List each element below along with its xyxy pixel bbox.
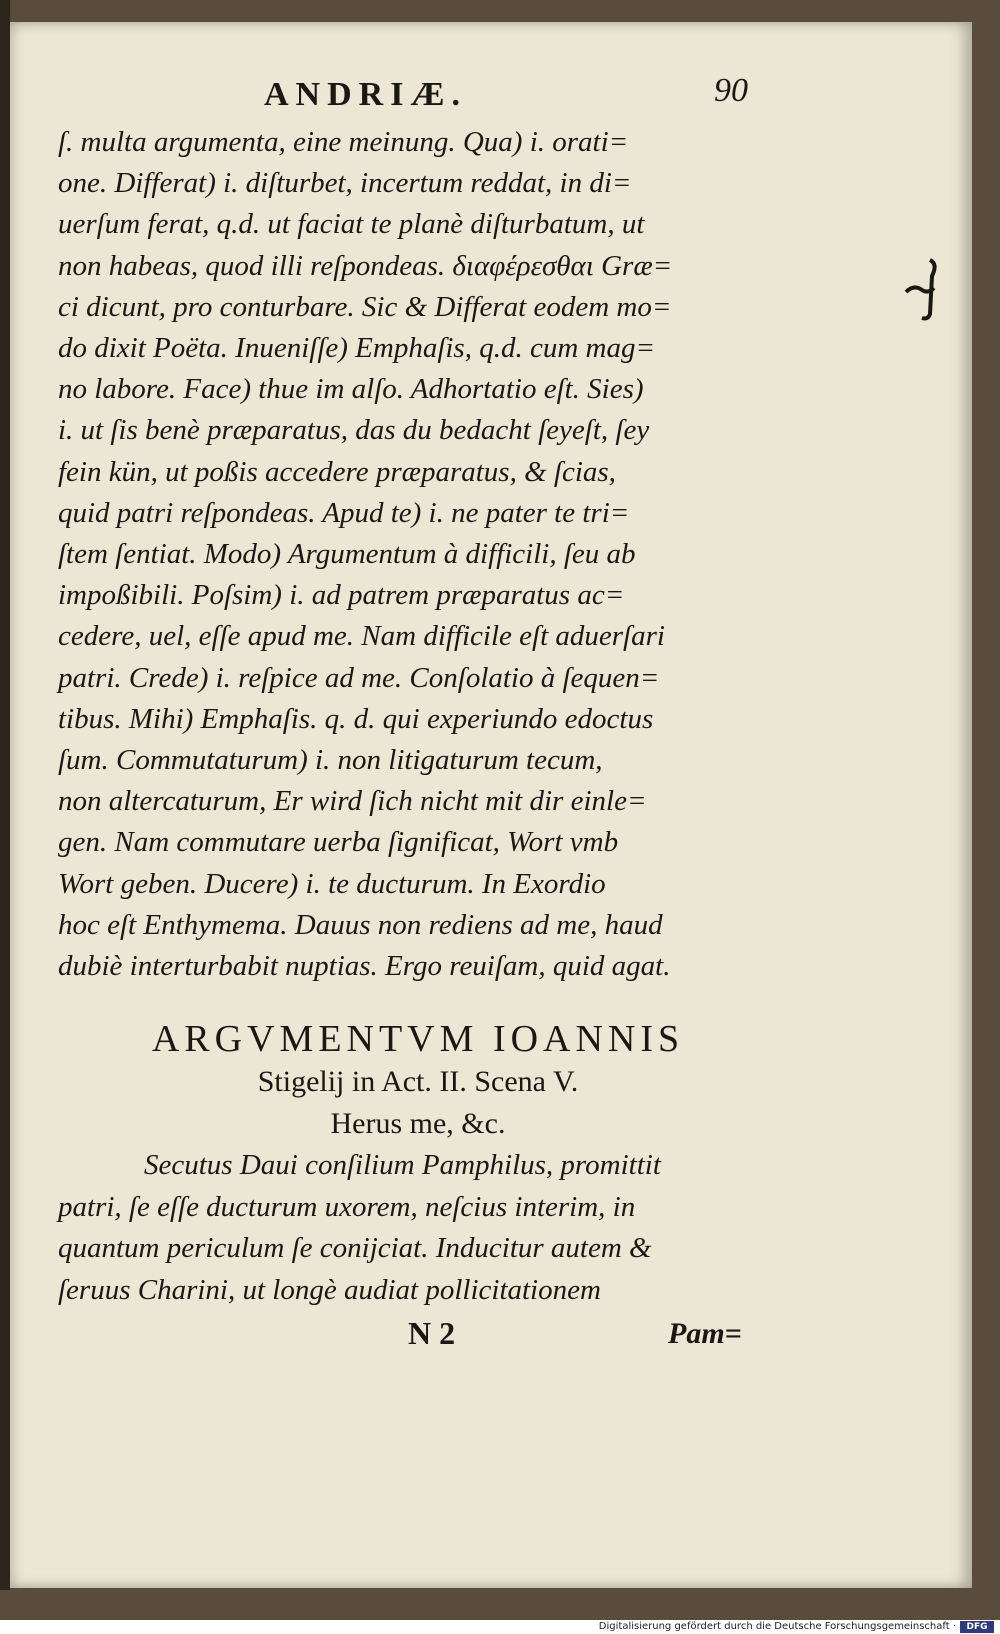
text-line: ſum. Commutaturum) i. non litigaturum tecum, — [58, 744, 603, 777]
text-line: dubiè interturbabit nuptias. Ergo reuiſam, quid agat. — [58, 950, 671, 983]
text-line: ci dicunt, pro conturbare. Sic & Differat eodem mo= — [58, 290, 672, 323]
text-line: i. ut ſis benè præparatus, das du bedacht ſeyeſt, ſey — [58, 414, 650, 447]
page-header — [58, 60, 778, 122]
text-line: non habeas, quod illi reſpondeas. διαφέρεσθαι Græ= — [58, 249, 673, 282]
text-line: patri. Crede) i. reſpice ad me. Conſolatio à ſequen= — [58, 661, 660, 694]
text-line: ſ. multa argumenta, eine meinung. Qua) i. orati= — [58, 126, 629, 158]
book-edge-shadow — [0, 0, 10, 1590]
text-line: patri, ſe eſſe ducturum uxorem, neſcius interim, in — [58, 1190, 636, 1223]
text-line: Wort geben. Ducere) i. te ducturum. In Exordio — [58, 867, 606, 900]
text-line: ſtem ſentiat. Modo) Argumentum à difficili, ſeu ab — [58, 538, 636, 571]
text-line: fein kün, ut poßis accedere præparatus, & ſcias, — [58, 455, 616, 488]
text-line: quantum periculum ſe conijciat. Inducitur autem & — [58, 1232, 652, 1265]
text-line: quid patri reſpondeas. Apud te) i. ne pater te tri= — [58, 496, 630, 529]
text-line: one. Differat) i. diſturbet, incertum reddat, in di= — [58, 167, 632, 200]
page-number: 90 — [714, 72, 748, 109]
funding-credit: Digitalisierung gefördert durch die Deutsche Forschungsgemeinschaft · — [598, 1621, 956, 1632]
signature-mark: N 2 — [408, 1315, 456, 1352]
text-line: uerſum ferat, q.d. ut faciat te planè diſturbatum, ut — [58, 208, 645, 241]
page-text-block — [58, 60, 778, 1359]
text-line: impoßibili. Poſsim) i. ad patrem præparatus ac= — [58, 579, 625, 612]
dfg-logo-icon: DFG — [960, 1621, 994, 1633]
catchword: Pam= — [668, 1317, 742, 1351]
digitization-credit-bar — [0, 1620, 1000, 1634]
argument-incipit: Herus me, &c. — [330, 1107, 506, 1141]
text-line: no labore. Face) thue im alſo. Adhortatio eſt. Sies) — [58, 373, 644, 406]
argument-subheading: Stigelij in Act. II. Scena V. — [257, 1065, 579, 1099]
page-footer — [58, 1315, 778, 1359]
text-line: tibus. Mihi) Emphaſis. q. d. qui experiundo edoctus — [58, 702, 654, 735]
text-line: gen. Nam commutare uerba ſignificat, Wort vmb — [58, 826, 619, 859]
text-line: non altercaturum, Er wird ſich nicht mit dir einle= — [58, 785, 647, 818]
text-line: do dixit Poëta. Inueniſſe) Emphaſis, q.d. cum mag= — [58, 332, 656, 365]
argument-text — [58, 1145, 778, 1311]
text-line: cedere, uel, eſſe apud me. Nam difficile eſt aduerſari — [58, 620, 665, 653]
text-line: ſeruus Charini, ut longè audiat pollicitationem — [58, 1273, 601, 1306]
commentary-text — [58, 122, 778, 987]
margin-annotation-mark — [904, 254, 944, 324]
text-line: hoc eſt Enthymema. Dauus non rediens ad me, haud — [58, 908, 663, 941]
argument-heading: ARGVMENTVM IOANNIS — [151, 1018, 685, 1061]
text-line: Secutus Daui conſilium Pamphilus, promittit — [144, 1149, 661, 1182]
running-head: ANDRIÆ. — [264, 76, 467, 113]
